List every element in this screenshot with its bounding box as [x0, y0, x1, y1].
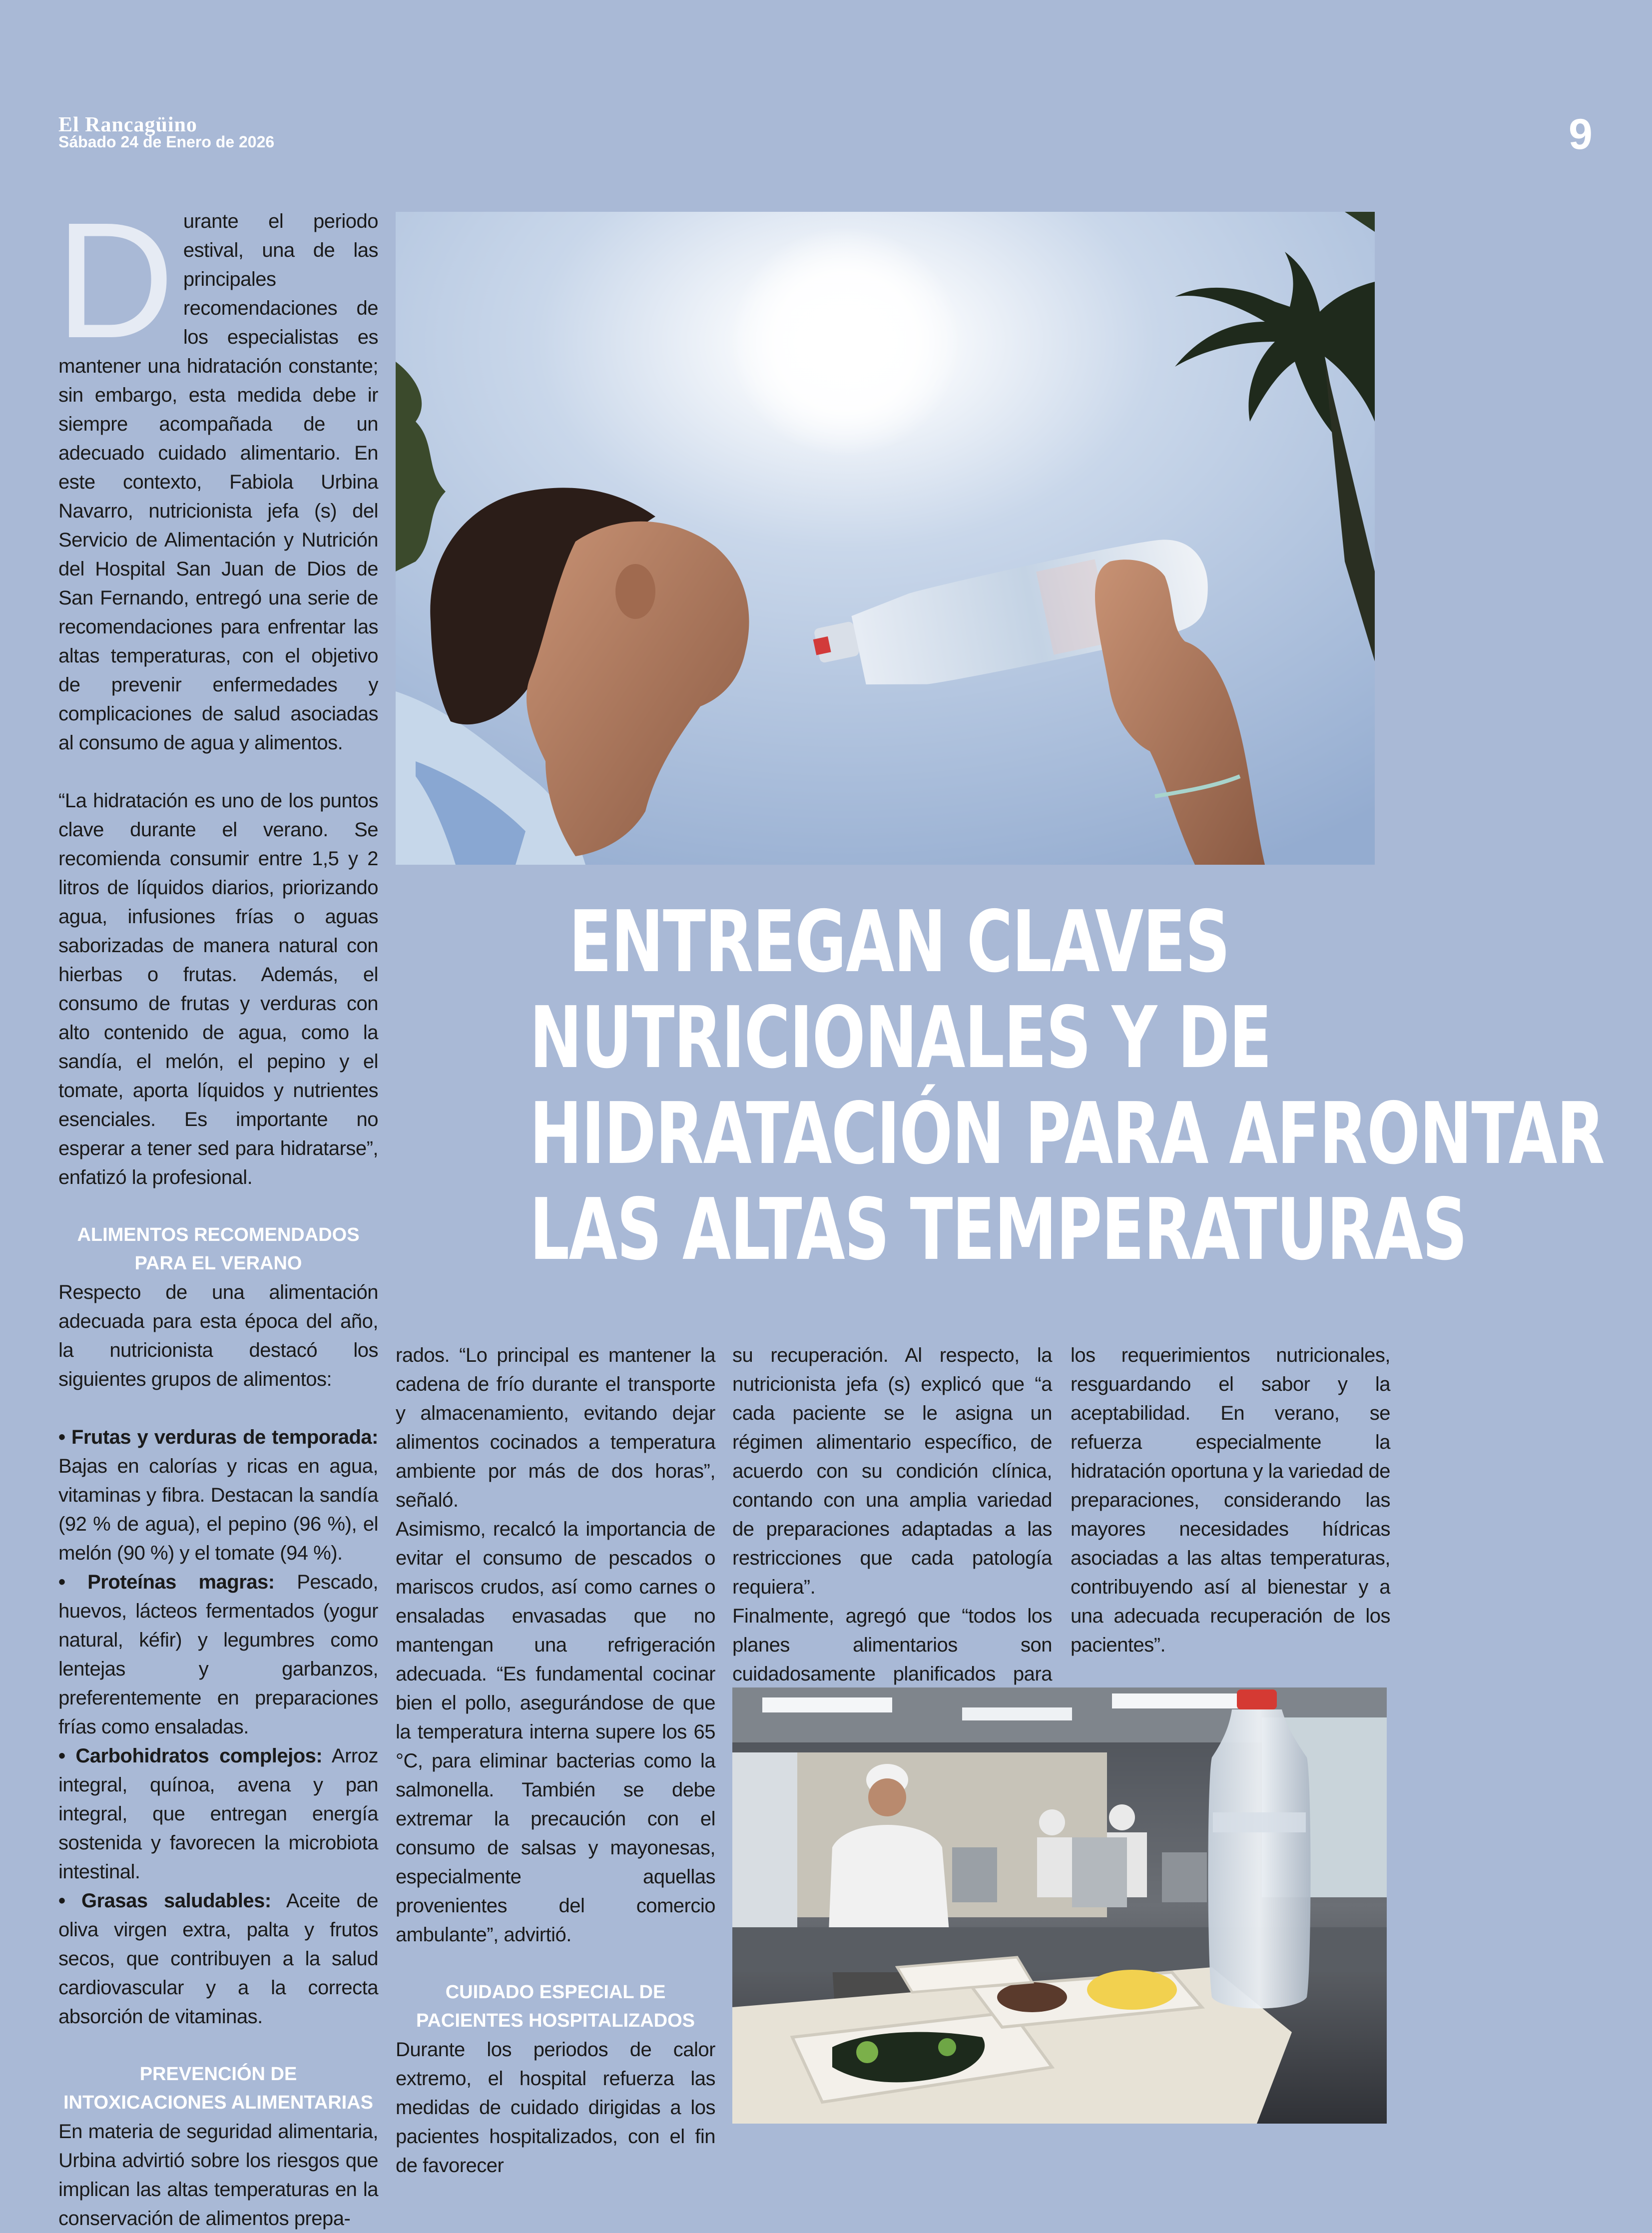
subhead-hospitalized-patients: CUIDADO ESPECIAL DE PACIENTES HOSPITALIZADOS	[416, 1982, 695, 2031]
bullet-fruits-vegetables	[58, 1423, 378, 1568]
food-safety-paragraph: En materia de seguridad alimentaria, Urbina advirtió sobre los riesgos que implican las altas temperaturas en la conservación de alimentos prepa-	[58, 2121, 378, 2230]
hospital-kitchen-photo	[732, 1687, 1387, 2124]
cold-chain-paragraph: rados. “Lo principal es mantener la cadena de frío durante el transporte y almacenamiento, evitando dejar alimentos cocinados a temperatura ambiente por más de dos horas”, señaló.	[396, 1344, 715, 1511]
raw-food-paragraph: Asimismo, recalcó la importancia de evitar el consumo de pescados o mariscos crudos, así como carnes o ensaladas envasadas que no mantengan una refrigeración adecuada. “Es fundamental cocinar bien el pollo, asegurándose de que la temperatura interna supere los 65 °C, para eliminar bacterias como la salmonella. También se debe extremar la precaución con el consumo de salsas y mayonesas, especialmente aquellas provenientes del comercio ambulante”, advirtió.	[396, 1518, 715, 1946]
closing-paragraph: los requerimientos nutricionales, resguardando el sabor y la aceptabilidad. En verano, se refuerza especialmente la hidratación oportuna y la variedad de preparaciones, considerando las mayores necesidades hídricas asociadas a las altas temperaturas, contribuyendo así al bienestar y a una adecuada recuperación de los pacientes”.	[1071, 1344, 1390, 1656]
bullet-text: Pescado, huevos, lácteos fermentados (yogur natural, kéfir) y legumbres como lentejas y garbanzos, preferentemente en preparaciones frías como ensaladas.	[58, 1571, 379, 1738]
quote-paragraph: “La hidratación es uno de los puntos clave durante el verano. Se recomienda consumir entre 1,5 y 2 litros de líquidos diarios, priorizando agua, infusiones frías o aguas saborizadas de manera natural con hierbas o frutas. Además, el consumo de frutas y verduras con alto contenido de agua, como la sandía, el melón, el pepino y el tomate, aporta líquidos y nutrientes esenciales. Es importante no esperar a tener sed para hidratarse”, enfatizó la profesional.	[58, 790, 378, 1188]
issue-date: Sábado 24 de Enero de 2026	[58, 133, 275, 151]
article-column-2	[396, 1341, 715, 2180]
article-column-1	[55, 188, 379, 2233]
bullet-lean-proteins	[58, 1568, 378, 1741]
foods-intro-paragraph: Respecto de una alimentación adecuada para esta época del año, la nutricionista destacó los siguientes grupos de alimentos:	[58, 1281, 378, 1390]
subhead-recommended-foods: ALIMENTOS RECOMENDADOS PARA EL VERANO	[77, 1224, 360, 1274]
page-number: 9	[1569, 110, 1593, 158]
subhead-food-poisoning: PREVENCIÓN DE INTOXICACIONES ALIMENTARIAS	[63, 2064, 373, 2113]
headline-line-4: LAS ALTAS TEMPERATURAS	[530, 1180, 1467, 1279]
article-column-4	[1071, 1341, 1390, 1660]
article-column-3	[732, 1341, 1052, 1717]
bullet-label: • Grasas saludables:	[58, 1890, 271, 1912]
hospital-measures-paragraph: Durante los periodos de calor extremo, el hospital refuerza las medidas de cuidado dirigidas a los pacientes hospitalizados, con el fin de favorecer	[396, 2039, 715, 2177]
meal-plans-paragraph: Finalmente, agregó que “todos los planes alimentarios son cuidadosamente planificados para	[732, 1605, 1052, 1685]
bullet-complex-carbs	[58, 1741, 378, 1886]
bullet-label: • Carbohidratos complejos:	[58, 1745, 323, 1767]
bullet-label: • Frutas y verduras de temporada:	[58, 1426, 378, 1448]
drop-cap: D	[55, 188, 174, 372]
intro-paragraph: urante el periodo estival, una de las principales recomendaciones de los especialistas es mantener una hidratación constante; sin embargo, esta medida debe ir siempre acompañada de un adecuado cuidado alimentario. En este contexto, Fabiola Urbina Navarro, nutricionista jefa (s) del Servicio de Alimentación y Nutrición del Hospital San Juan de Dios de San Fernando, entregó una serie de recomendaciones para enfrentar las altas temperaturas, con el objetivo de prevenir enfermedades y complicaciones de salud asociadas al consumo de agua y alimentos.	[58, 210, 378, 754]
headline-line-3: HIDRATACIÓN PARA AFRONTAR	[530, 1085, 1605, 1183]
bullet-text: Bajas en calorías y ricas en agua, vitaminas y fibra. Destacan la sandía (92 % de agua), el pepino (96 %), el melón (90 %) y el tomate (94 %).	[58, 1455, 378, 1564]
newspaper-name: El Rancagüino	[58, 113, 197, 136]
bullet-healthy-fats	[58, 1886, 378, 2031]
article-headline	[530, 893, 1605, 1279]
diet-regimen-paragraph: su recuperación. Al respecto, la nutricionista jefa (s) explicó que “a cada paciente se le asigna un régimen alimentario específico, de acuerdo con su condición clínica, contando con una amplia variedad de preparaciones adaptadas a las restricciones que cada patología requiera”.	[732, 1344, 1052, 1598]
bullet-text: Aceite de oliva virgen extra, palta y frutos secos, que contribuyen a la salud cardiovascular y a la correcta absorción de vitaminas.	[58, 1890, 378, 2028]
bullet-text: Arroz integral, quínoa, avena y pan integral, que entregan energía sostenida y favorecen la microbiota intestinal.	[58, 1745, 378, 1883]
headline-line-2: NUTRICIONALES Y DE	[530, 989, 1271, 1088]
headline-line-1: ENTREGAN CLAVES	[568, 893, 1230, 992]
hero-photo-woman-drinking-water	[396, 212, 1375, 865]
bullet-label: • Proteínas magras:	[58, 1571, 275, 1593]
